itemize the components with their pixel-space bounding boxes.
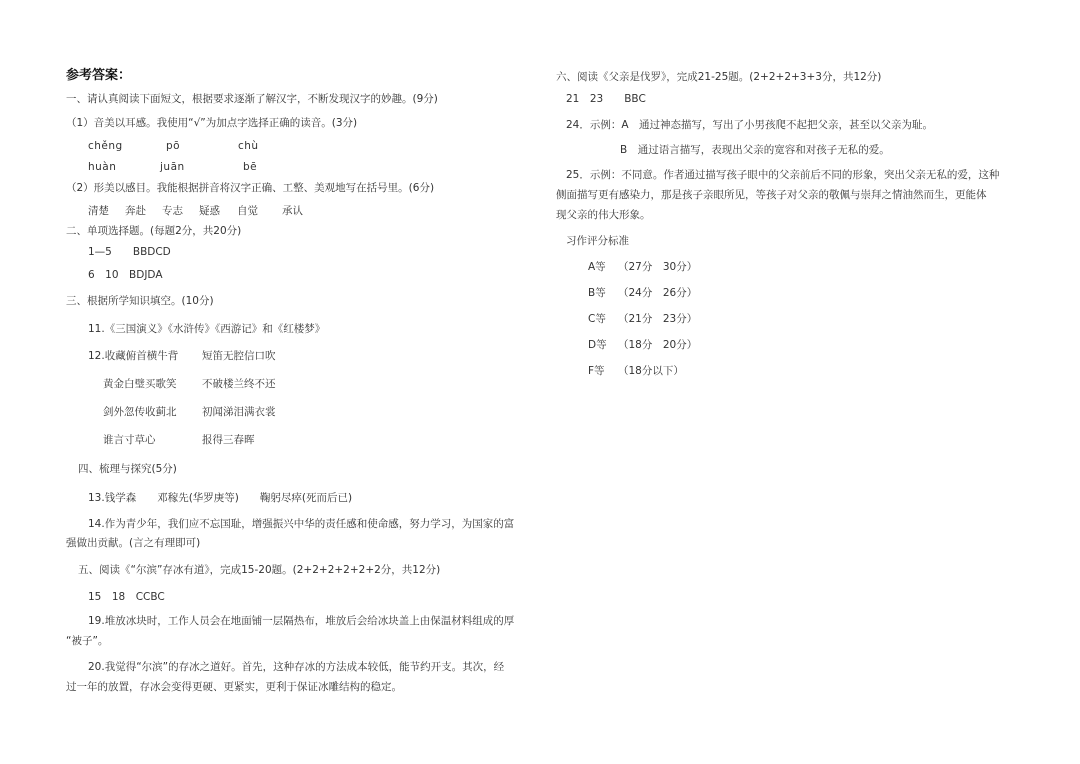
grade-label: F等 [588, 365, 605, 377]
pinyin-answer: bē [243, 161, 258, 173]
word-answer: 承认 [282, 205, 303, 217]
grade-label: C等 [588, 313, 606, 325]
grade-range: （24分 26分） [618, 287, 698, 299]
grade-range: （18分以下） [618, 365, 684, 377]
mc-answers-15-18: 15 18 CCBC [88, 591, 165, 603]
grade-range: （18分 20分） [618, 339, 698, 351]
word-answer: 清楚 [88, 205, 109, 217]
answer-19-line1: 19.堆放冰块时，工作人员会在地面铺一层隔热布，堆放后会给冰块盖上由保温材料组成的厚 [88, 615, 515, 627]
section-1-heading: 一、请认真阅读下面短文，根据要求逐渐了解汉字，不断发现汉字的妙趣。(9分) [66, 93, 438, 105]
grade-label: B等 [588, 287, 606, 299]
poem-line: 谁言寸草心 [103, 434, 156, 446]
word-answer: 自觉 [237, 205, 258, 217]
question-1-1: （1）音美以耳感。我使用“√”为加点字选择正确的读音。(3分) [66, 117, 358, 129]
section-4-heading: 四、梳理与探究(5分) [78, 463, 177, 475]
answer-24-a: 24．示例：A 通过神态描写，写出了小男孩爬不起把父亲，甚至以父亲为耻。 [566, 119, 934, 131]
question-1-2: （2）形美以感目。我能根据拼音将汉字正确、工整、美观地写在括号里。(6分) [66, 182, 435, 194]
section-3-heading: 三、根据所学知识填空。(10分) [66, 295, 214, 307]
answer-11: 11.《三国演义》《水浒传》《西游记》和《红楼梦》 [88, 323, 326, 335]
right-column [540, 0, 1080, 764]
mc-answers-21-23: 21 23 BBC [566, 93, 646, 105]
poem-line: 剑外忽传收蓟北 [103, 406, 177, 418]
pinyin-answer: juān [160, 161, 185, 173]
grade-label: A等 [588, 261, 606, 273]
poem-line: 不破楼兰终不还 [202, 378, 276, 390]
grade-range: （27分 30分） [618, 261, 698, 273]
poem-line: 初闻涕泪满衣裳 [202, 406, 276, 418]
section-5-heading: 五、阅读《“尔滨”存冰有道》，完成15-20题。(2+2+2+2+2+2分，共12分) [78, 564, 441, 576]
answer-25-line1: 25．示例：不同意。作者通过描写孩子眼中的父亲前后不同的形象，突出父亲无私的爱，这种 [566, 169, 1000, 181]
section-6-heading: 六、阅读《父亲是伐罗》，完成21-25题。(2+2+2+3+3分，共12分) [556, 71, 882, 83]
pinyin-answer: chěng [88, 140, 123, 152]
mc-answers-1-5: 1—5 BBDCD [88, 246, 171, 258]
poem-line: 12.收藏俯首横牛背 [88, 350, 179, 362]
answer-14-line2: 强做出贡献。(言之有理即可) [66, 537, 201, 549]
answer-20-line1: 20.我觉得“尔滨”的存冰之道好。首先，这种存冰的方法成本较低，能节约开支。其次，经 [88, 661, 505, 673]
section-2-heading: 二、单项选择题。(每题2分，共20分) [66, 225, 242, 237]
answer-14-line1: 14.作为青少年，我们应不忘国耻，增强振兴中华的责任感和使命感，努力学习，为国家的富 [88, 518, 515, 530]
mc-answers-6-10: 6 10 BDJDA [88, 269, 163, 281]
poem-line: 黄金白璧买歌笑 [103, 378, 177, 390]
poem-line: 报得三春晖 [202, 434, 255, 446]
word-answer: 疑惑 [199, 205, 220, 217]
answer-13: 13.钱学森 邓稼先(华罗庚等) 鞠躬尽瘁(死而后已) [88, 492, 353, 504]
grade-range: （21分 23分） [618, 313, 698, 325]
answer-25-line3: 现父亲的伟大形象。 [556, 209, 651, 221]
answer-25-line2: 侧面描写更有感染力，那是孩子亲眼所见，等孩子对父亲的敬佩与崇拜之情油然而生，更能体 [556, 189, 987, 201]
poem-line: 短笛无腔信口吹 [202, 350, 276, 362]
pinyin-answer: chù [238, 140, 259, 152]
answer-19-line2: “被子”。 [66, 635, 109, 647]
word-answer: 奔赴 [125, 205, 146, 217]
page-title: 参考答案： [66, 68, 132, 83]
pinyin-answer: huàn [88, 161, 117, 173]
grade-label: D等 [588, 339, 607, 351]
answer-20-line2: 过一年的放置，存冰会变得更硬、更紧实，更利于保证冰雕结构的稳定。 [66, 681, 402, 693]
rubric-title: 习作评分标准 [566, 235, 629, 247]
pinyin-answer: pō [166, 140, 181, 152]
answer-24-b: B 通过语言描写，表现出父亲的宽容和对孩子无私的爱。 [620, 144, 890, 156]
word-answer: 专志 [162, 205, 183, 217]
